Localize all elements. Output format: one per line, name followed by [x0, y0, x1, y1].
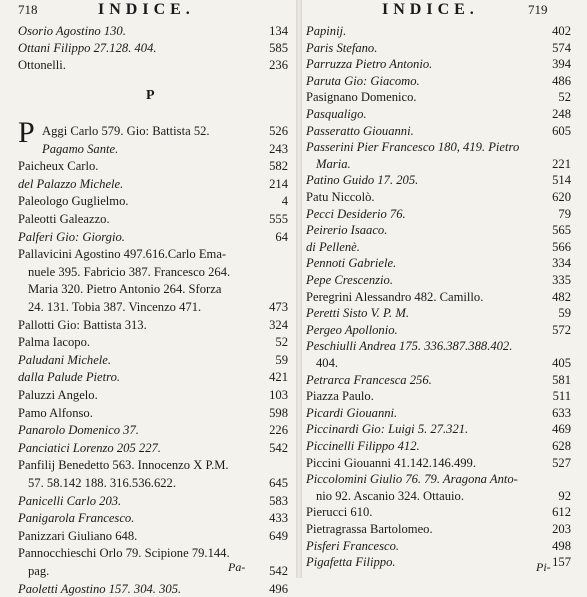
index-entry-text: nuele 395. Fabricio 387. Francesco 264.: [28, 265, 231, 279]
index-entry-text: Paluzzi Angelo.: [18, 388, 98, 402]
index-entry-text: Paleotti Galeazzo.: [18, 212, 110, 226]
index-entry-text: Passerini Pier Francesco 180, 419. Pietro: [306, 140, 520, 154]
right-page-number: 719: [528, 2, 548, 17]
index-entry-text: Paruta Gio: Giacomo.: [306, 74, 420, 88]
index-entry-text: dalla Palude Pietro.: [18, 370, 121, 384]
index-entry-text: Panizzari Giuliano 648.: [18, 529, 138, 543]
index-entry-page: 612: [552, 505, 571, 519]
index-entry-text: Paludani Michele.: [18, 353, 112, 367]
index-entry-page: 574: [552, 41, 571, 55]
section-letter: P: [146, 88, 155, 103]
index-entry-page: 496: [269, 582, 288, 596]
index-entry-page: 514: [552, 173, 571, 187]
index-entry-page: 555: [269, 212, 288, 226]
index-entry-text: Pisferi Francesco.: [306, 539, 400, 553]
index-entry-text: Paleologo Guglielmo.: [18, 194, 129, 208]
index-entry-page: 469: [552, 422, 571, 436]
index-entry-page: 565: [552, 223, 571, 237]
index-entry-text: Piccolomini Giulio 76. 79. Aragona Anto-: [306, 472, 518, 486]
index-entry-text: Panigarola Francesco.: [18, 511, 135, 525]
index-entry-page: 134: [269, 24, 288, 38]
index-entry-page: 243: [269, 142, 288, 156]
index-entry-page: 92: [558, 489, 571, 503]
index-entry-text: Passeratto Giouanni.: [306, 124, 414, 138]
index-entry-text: Pepe Crescenzio.: [306, 273, 393, 287]
index-entry-page: 527: [552, 456, 571, 470]
index-entry-page: 542: [269, 441, 288, 455]
index-entry-page: 645: [269, 476, 288, 490]
index-entry-text: Ottani Filippo 27.128. 404.: [18, 41, 157, 55]
index-entry-page: 394: [552, 57, 571, 71]
index-entry-text: Peirerio Isaaco.: [306, 223, 388, 237]
index-entry-text: del Palazzo Michele.: [18, 177, 124, 191]
index-entry-page: 498: [552, 539, 571, 553]
index-entry-text: Osorio Agostino 130.: [18, 24, 126, 38]
index-entry-page: 486: [552, 74, 571, 88]
index-entry-page: 511: [552, 389, 571, 403]
index-entry-page: 236: [269, 58, 288, 72]
index-entry-text: 57. 58.142 188. 316.536.622.: [28, 476, 176, 490]
drop-cap: P: [18, 116, 35, 149]
index-entry-page: 542: [269, 564, 288, 578]
index-entry-page: 649: [269, 529, 288, 543]
index-entry-page: 405: [552, 356, 571, 370]
index-entry-page: 482: [552, 290, 571, 304]
index-entry-text: Panfilij Benedetto 563. Innocenzo X P.M.: [18, 458, 229, 472]
index-entry-text: Pecci Desiderio 76.: [306, 207, 406, 221]
index-entry-text: Pagamo Sante.: [42, 142, 119, 156]
index-entry-text: Aggi Carlo 579. Gio: Battista 52.: [42, 124, 210, 138]
index-entry-text: Panarolo Domenico 37.: [18, 423, 139, 437]
index-entry-text: Pamo Alfonso.: [18, 406, 93, 420]
index-entry-page: 59: [275, 353, 288, 367]
index-entry-text: Palferi Gio: Giorgio.: [18, 230, 125, 244]
index-entry-page: 324: [269, 318, 288, 332]
index-entry-text: Maria 320. Pietro Antonio 264. Sforza: [28, 282, 222, 296]
index-entry-page: 4: [281, 194, 288, 208]
index-entry-page: 226: [269, 423, 288, 437]
index-entry-text: Paicheux Carlo.: [18, 159, 99, 173]
index-entry-text: Piccinelli Filippo 412.: [306, 439, 420, 453]
index-entry-text: Pennoti Gabriele.: [306, 256, 397, 270]
index-entry-page: 633: [552, 406, 571, 420]
left-page-title: INDICE.: [98, 1, 195, 18]
index-entry-text: di Pellenè.: [306, 240, 360, 254]
index-entry-text: Peretti Sisto V. P. M.: [306, 306, 409, 320]
index-entry-text: nio 92. Ascanio 324. Ottauio.: [316, 489, 464, 503]
index-entry-text: Ottonelli.: [18, 58, 66, 72]
index-entry-text: Petrarca Francesca 256.: [306, 373, 432, 387]
index-entry-text: 24. 131. Tobia 387. Vincenzo 471.: [28, 300, 202, 314]
index-entry-text: 404.: [316, 356, 339, 370]
index-entry-text: Panciatici Lorenzo 205 227.: [18, 441, 161, 455]
index-entry-text: Pallavicini Agostino 497.616.Carlo Ema-: [18, 247, 227, 261]
index-entry-text: Parruzza Pietro Antonio.: [306, 57, 433, 71]
index-entry-page: 103: [269, 388, 288, 402]
index-entry-text: Pasqualigo.: [306, 107, 367, 121]
index-entry-page: 221: [552, 157, 571, 171]
left-catchword: Pa-: [228, 560, 246, 574]
index-entry-text: Paoletti Agostino 157. 304. 305.: [18, 582, 182, 596]
index-entry-text: Piccinardi Gio: Luigi 5. 27.321.: [306, 422, 469, 436]
index-entry-text: Papinij.: [306, 24, 347, 38]
index-entry-page: 334: [552, 256, 571, 270]
index-entry-page: 620: [552, 190, 571, 204]
index-entry-text: Paris Stefano.: [306, 41, 378, 55]
index-entry-text: Pergeo Apollonio.: [306, 323, 398, 337]
index-entry-text: Piazza Paulo.: [306, 389, 374, 403]
index-entry-page: 566: [552, 240, 571, 254]
index-entry-text: Pannocchieschi Orlo 79. Scipione 79.144.: [18, 546, 230, 560]
index-entry-page: 248: [552, 107, 571, 121]
index-entry-text: Peschiulli Andrea 175. 336.387.388.402.: [306, 339, 513, 353]
book-gutter: [296, 0, 302, 578]
index-entry-page: 585: [269, 41, 288, 55]
index-entry-text: Panicelli Carlo 203.: [18, 494, 122, 508]
index-entry-text: Palma Iacopo.: [18, 335, 91, 349]
index-entry-text: Pasignano Domenico.: [306, 90, 417, 104]
index-entry-page: 421: [269, 370, 288, 384]
index-entry-page: 79: [558, 207, 571, 221]
index-entry-page: 433: [269, 511, 288, 525]
index-entry-text: Pallotti Gio: Battista 313.: [18, 318, 147, 332]
index-entry-page: 335: [552, 273, 571, 287]
index-entry-page: 628: [552, 439, 571, 453]
index-entry-page: 582: [269, 159, 288, 173]
index-entry-page: 473: [269, 300, 288, 314]
index-entry-page: 583: [269, 494, 288, 508]
left-page-number: 718: [18, 2, 38, 17]
index-entry-page: 214: [269, 177, 288, 191]
index-entry-text: pag.: [28, 564, 50, 578]
right-page-title: INDICE.: [382, 1, 479, 18]
index-entry-text: Pietragrassa Bartolomeo.: [306, 522, 433, 536]
index-entry-page: 598: [269, 406, 288, 420]
index-entry-page: 52: [275, 335, 288, 349]
index-entry-page: 59: [558, 306, 571, 320]
index-entry-page: 605: [552, 124, 571, 138]
index-entry-page: 64: [275, 230, 288, 244]
index-entry-text: Maria.: [316, 157, 351, 171]
index-entry-text: Piccini Giouanni 41.142.146.499.: [306, 456, 477, 470]
index-entry-text: Picardi Giouanni.: [306, 406, 398, 420]
index-entry-page: 157: [552, 555, 571, 569]
index-entry-page: 402: [552, 24, 571, 38]
index-entry-page: 572: [552, 323, 571, 337]
index-entry-text: Patino Guido 17. 205.: [306, 173, 419, 187]
index-entry-page: 526: [269, 124, 288, 138]
index-entry-text: Pigafetta Filippo.: [306, 555, 396, 569]
right-catchword: Pi-: [536, 560, 551, 574]
index-entry-text: Pierucci 610.: [306, 505, 373, 519]
index-entry-page: 581: [552, 373, 571, 387]
index-entry-page: 52: [558, 90, 571, 104]
index-entry-text: Patu Niccolò.: [306, 190, 375, 204]
index-entry-text: Peregrini Alessandro 482. Camillo.: [306, 290, 484, 304]
index-entry-page: 203: [552, 522, 571, 536]
